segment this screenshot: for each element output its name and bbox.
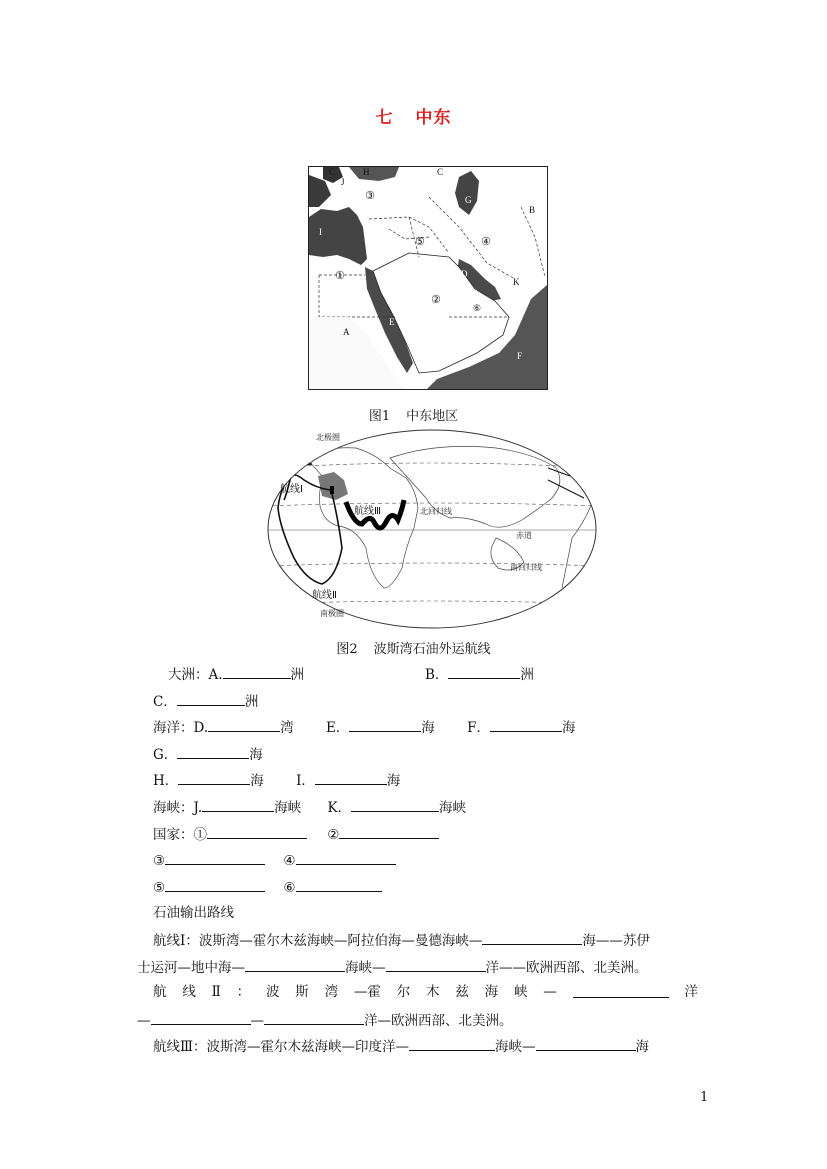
label-antarctic: 南极圈 bbox=[320, 609, 344, 618]
blank-continent-a[interactable] bbox=[223, 664, 291, 679]
label-j: J bbox=[341, 177, 345, 187]
label-route1: 航线Ⅰ bbox=[280, 484, 303, 495]
world-map-svg bbox=[266, 428, 598, 630]
blank-ocean-f[interactable] bbox=[490, 717, 562, 732]
blank-ocean-e[interactable] bbox=[349, 717, 421, 732]
continents-b: B． 洲 bbox=[425, 664, 534, 684]
label-tropic-s: 南回归线 bbox=[510, 563, 542, 572]
oceans-line-2: G． 海 bbox=[153, 744, 263, 764]
label-e: E bbox=[389, 317, 395, 327]
label-5: ⑤ bbox=[415, 235, 425, 248]
label-route3: 航线Ⅲ bbox=[354, 506, 381, 517]
page-title bbox=[0, 103, 827, 128]
title-text: 中东 bbox=[415, 108, 452, 128]
blank-route1-strait[interactable] bbox=[245, 957, 345, 972]
label-route2: 航线Ⅱ bbox=[312, 590, 337, 601]
countries-line-3: ⑤ ⑥ bbox=[153, 877, 382, 897]
persian-gulf-marker bbox=[330, 486, 334, 494]
blank-strait-j[interactable] bbox=[202, 797, 274, 812]
blank-route2-ocean-2[interactable] bbox=[264, 1010, 364, 1025]
label-g: G bbox=[465, 195, 472, 205]
blank-strait-k[interactable] bbox=[351, 797, 439, 812]
route3-line-1: 航线Ⅲ：波斯湾—霍尔木兹海峡—印度洋— 海峡— 海 bbox=[153, 1036, 649, 1056]
label-f: F bbox=[517, 351, 523, 361]
black-sea bbox=[349, 167, 399, 181]
blank-ocean-g[interactable] bbox=[177, 744, 249, 759]
figure2-caption: 图2 波斯湾石油外运航线 bbox=[336, 642, 491, 657]
label-4: ④ bbox=[481, 235, 491, 248]
blank-ocean-d[interactable] bbox=[208, 717, 280, 732]
label-k: K bbox=[513, 277, 520, 287]
oil-routes-world-map bbox=[266, 428, 598, 630]
label-h: H bbox=[363, 167, 370, 177]
oceans-line-1: 海洋：D. 湾 E． 海 F． 海 bbox=[153, 717, 575, 737]
label-equator: 赤道 bbox=[516, 531, 532, 540]
blank-route1-sea[interactable] bbox=[482, 930, 582, 945]
label-a: A bbox=[343, 327, 350, 337]
middle-east-map bbox=[308, 166, 548, 390]
arabian-peninsula bbox=[373, 253, 509, 373]
blank-route3-sea[interactable] bbox=[536, 1036, 636, 1051]
blank-route1-ocean[interactable] bbox=[386, 957, 486, 972]
continents-c: C． 洲 bbox=[153, 691, 258, 711]
label-b: B bbox=[529, 205, 536, 215]
blank-country-4[interactable] bbox=[296, 850, 396, 865]
label-3: ③ bbox=[365, 189, 375, 202]
label-6: ⑥ bbox=[473, 304, 482, 314]
title-number: 七 bbox=[375, 108, 394, 128]
straits-line: 海峡：J. 海峡 K． 海峡 bbox=[153, 797, 466, 817]
blank-country-3[interactable] bbox=[165, 850, 265, 865]
blank-route2-ocean-1[interactable] bbox=[573, 983, 669, 998]
countries-line-2: ③ ④ bbox=[153, 850, 396, 870]
label-c-1: C bbox=[329, 167, 336, 177]
blank-continent-b[interactable] bbox=[448, 664, 520, 679]
blank-route2-cape[interactable] bbox=[151, 1010, 251, 1025]
figure1-caption: 图1 中东地区 bbox=[368, 409, 459, 424]
blank-country-1[interactable] bbox=[207, 824, 307, 839]
page-number: 1 bbox=[700, 1090, 709, 1105]
blank-country-5[interactable] bbox=[165, 877, 265, 892]
label-arctic: 北极圈 bbox=[316, 433, 340, 442]
route1-line-1: 航线Ⅰ：波斯湾—霍尔木兹海峡—阿拉伯海—曼德海峡— 海——苏伊 bbox=[153, 930, 650, 950]
label-1: ① bbox=[335, 269, 345, 282]
blank-continent-c[interactable] bbox=[177, 691, 245, 706]
blank-route3-strait[interactable] bbox=[409, 1036, 495, 1051]
label-2: ② bbox=[431, 293, 441, 306]
label-d: D bbox=[461, 269, 468, 279]
route2-line-2: — — 洋—欧洲西部、北美洲。 bbox=[137, 1010, 513, 1030]
mediterranean-sea bbox=[309, 207, 367, 265]
routes-heading: 石油输出路线 bbox=[153, 905, 234, 921]
caspian-sea bbox=[455, 171, 479, 215]
label-i: I bbox=[319, 227, 322, 237]
countries-line-1: 国家：① ② bbox=[153, 824, 439, 844]
blank-country-6[interactable] bbox=[296, 877, 382, 892]
label-tropic-n: 北回归线 bbox=[420, 507, 452, 516]
middle-east-map-svg bbox=[309, 167, 547, 389]
route2-line-1: 航 线 Ⅱ ： 波 斯 湾 —霍 尔 木 兹 海 峡 — 洋 bbox=[153, 984, 698, 1000]
blank-ocean-i[interactable] bbox=[315, 770, 387, 785]
continents-line-1: 大洲：A. 洲 bbox=[168, 664, 304, 684]
blank-country-2[interactable] bbox=[339, 824, 439, 839]
route1-line-2: 士运河—地中海— 海峡— 洋——欧洲西部、北美洲。 bbox=[137, 957, 648, 977]
oceans-line-3: H． 海 I． 海 bbox=[153, 770, 400, 790]
blank-ocean-h[interactable] bbox=[178, 770, 250, 785]
label-c-2: C bbox=[437, 167, 444, 177]
